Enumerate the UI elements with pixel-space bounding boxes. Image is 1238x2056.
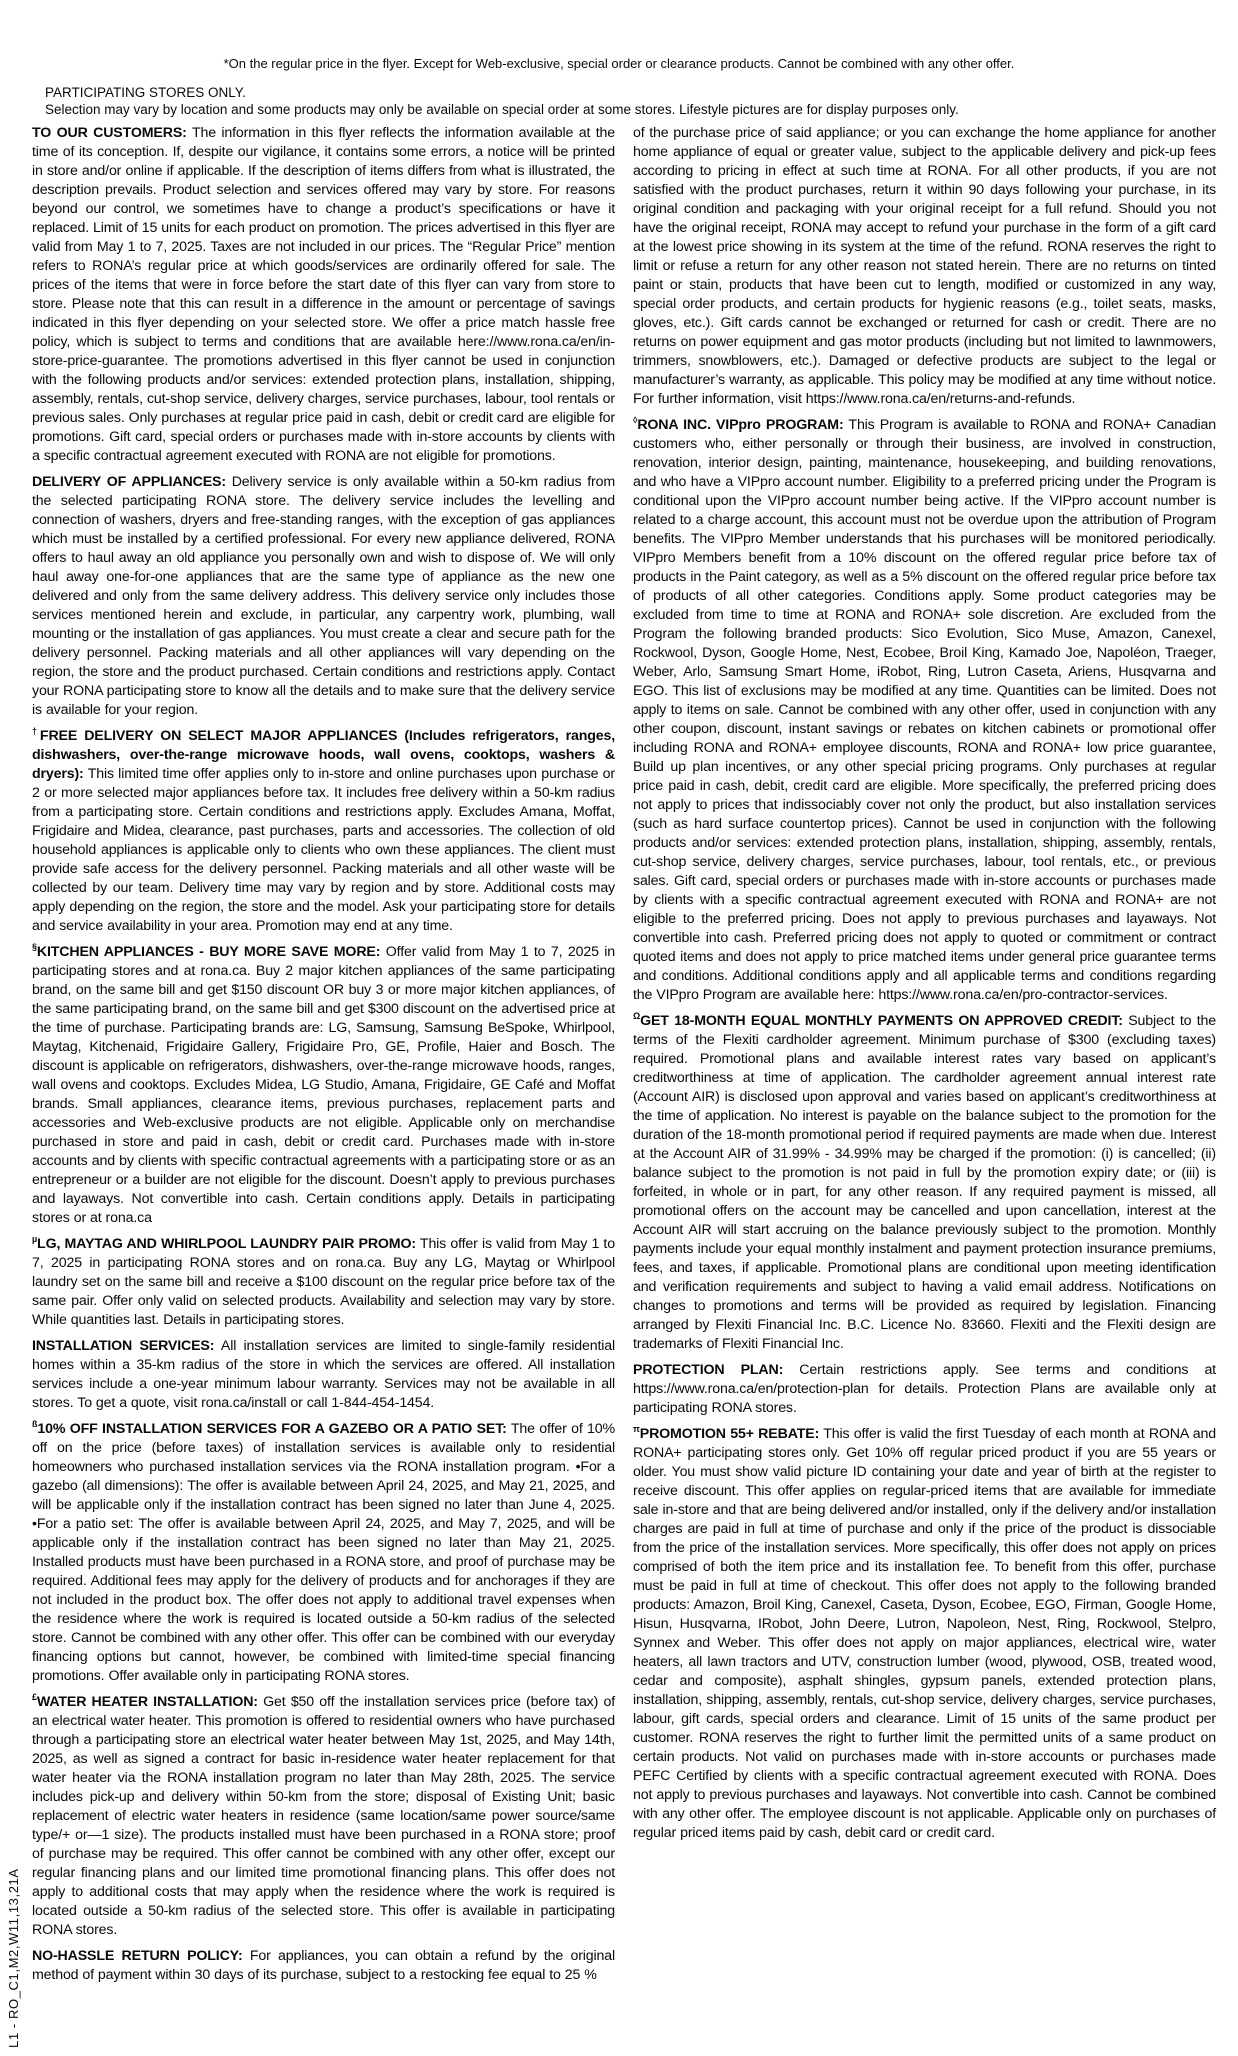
para-kitchen-appliances-buy-more (32, 943, 615, 1228)
para-return-policy-continued (633, 124, 1216, 409)
para-text: The offer of 10% off on the price (before taxes) of installation services is available only to residential homeowners who purchased installation services via the RONA installation program. •For a gazebo (all dimensions): The offer is available between April 24, 2025, and May 21, 2025, and will be applicable only if the installation contract has been signed no later than June 4, 2025. •For a patio set: The offer is available between April 24, 2025, and May 7, 2025, and will be applicable only if the installation contract has been signed no later than May 21, 2025. Installed products must have been purchased in a RONA store, and proof of purchase may be required. Additional fees may apply for the delivery of products and for anchorages if they are not included in the product box. The offer does not apply to additional travel expenses when the residence where the work is required is located outside a 50-km radius of the selected store. Cannot be combined with any other offer. This offer can be combined with our everyday financing options but cannot, however, be combined with limited-time special financing promotions. Offer available only in participating RONA stores. (32, 1421, 615, 1684)
terms-columns (0, 118, 1238, 1992)
para-lead: RONA INC. VIPpro PROGRAM: (637, 417, 844, 433)
mu-footnote-marker: µ (32, 1234, 38, 1244)
para-text: For appliances, you can obtain a refund by the original method of payment within 30 days of its purchase, subject to a restocking fee equal to 25 % (32, 1948, 616, 1983)
para-lead: KITCHEN APPLIANCES - BUY MORE SAVE MORE: (36, 944, 381, 960)
lozenge-footnote-marker: ◊ (633, 415, 638, 425)
para-protection-plan (633, 1361, 1216, 1418)
para-lead: INSTALLATION SERVICES: (32, 1338, 215, 1354)
omega-footnote-marker: Ω (633, 1011, 641, 1021)
para-lead: LG, MAYTAG AND WHIRLPOOL LAUNDRY PAIR PROMO: (37, 1236, 416, 1252)
section-footnote-marker: § (32, 942, 37, 952)
beta-footnote-marker: ß (32, 1419, 38, 1429)
para-text: This limited time offer applies only to in-store and online purchases upon purchase or 2 or more selected major appliances before tax. It includes free delivery within a 50-km radius from a participating store. Certain conditions and restrictions apply. Excludes Amana, Moffat, Frigidaire and Midea, clearance, past purchases, parts and accessories. The collection of old household appliances is applicable only to clients who own these appliances. The client must provide safe access for the delivery personnel. Packing materials and all other waste will be collected by our team. Delivery time may vary by region and by store. Additional costs may apply depending on the region, the store and the model. Ask your participating store for details and service availability in your area. Promotion may end at any time. (32, 766, 615, 934)
para-text: Offer valid from May 1 to 7, 2025 in participating stores and at rona.ca. Buy 2 major kitchen appliances of the same participating brand, on the same bill and get $150 discount OR buy 3 or more major kitchen appliances, of the same participating brand, on the same bill and get $300 discount on the advertised price at the time of purchase. Participating brands are: LG, Samsung, Samsung BeSpoke, Whirlpool, Maytag, Kitchenaid, Frigidaire Gallery, Frigidaire Pro, GE, Profile, Haier and Bosch. The discount is applicable on refrigerators, dishwashers, over-the-range microwave hoods, ranges, wall ovens and cooktops. Excludes Midea, LG Studio, Amana, Frigidaire, GE Café and Moffat brands. Small appliances, clearance items, previous purchases, replacement parts and accessories and Web-exclusive products are not eligible. Applicable only on merchandise purchased in store and paid in cash, debit or credit card. Purchases made with in-store accounts and by clients with specific contractual agreements with a participating store or as an entrepreneur or a builder are not eligible for the discount. Doesn’t apply to previous purchases and layaways. Not convertible into cash. Certain conditions apply. Details in participating stores or at rona.ca (32, 944, 615, 1226)
para-text: All installation services are limited to single-family residential homes within a 35-km radius of the store in which the services are offered. All installation services include a one-year minimum labour warranty. Services may not be available in all stores. To get a quote, visit rona.ca/install or call 1-844-454-1454. (32, 1338, 615, 1411)
para-text: Certain restrictions apply. See terms and conditions at https://www.rona.ca/en/protection-plan for details. Protection Plans are available only at participating RONA stores. (633, 1362, 1216, 1416)
para-lead: PROMOTION 55+ REBATE: (639, 1426, 820, 1442)
para-text: of the purchase price of said appliance; or you can exchange the home appliance for another home appliance of equal or greater value, subject to the applicable delivery and pick-up fees according to pricing in effect at such time at RONA. For all other products, if you are not satisfied with the product purchases, return it within 90 days following your purchase, in its original condition and packaging with your original receipt for a full refund. Should you not have the original receipt, RONA may accept to refund your purchase in the form of a gift card at the lowest price showing in its system at the time of the refund. RONA reserves the right to limit or refuse a return for any other reason not stated herein. There are no returns on tinted paint or stain, products that have been cut to length, modified or customized in any way, special order products, and certain products for hygienic reasons (e.g., toilet seats, masks, gloves, etc.). Gift cards cannot be exchanged or returned for cash or credit. There are no returns on power equipment and gas motor products (including but not limited to lawnmowers, trimmers, snowblowers, etc.). Damaged or defective products are subject to the legal or manufacturer’s warranty, as applicable. This policy may be modified at any time without notice. For further information, visit https://www.rona.ca/en/returns-and-refunds. (633, 125, 1216, 407)
para-to-our-customers (32, 124, 615, 466)
left-column (32, 124, 615, 1992)
para-no-hassle-return-policy (32, 1947, 615, 1985)
para-lead: DELIVERY OF APPLIANCES: (32, 474, 226, 490)
para-delivery-of-appliances (32, 473, 615, 720)
para-lead: PROTECTION PLAN: (633, 1362, 784, 1378)
para-text: This Program is available to RONA and RONA+ Canadian customers who, either personally or through their business, are involved in construction, renovation, interior design, painting, maintenance, housekeeping, and building renovations, and who have a VIPpro account number. Eligibility to a preferred pricing under the Program is conditional upon the VIPpro account number being active. If the VIPpro account number is related to a charge account, this account must not be overdue upon the attribution of Program benefits. The VIPpro Member understands that his purchases will be monitored periodically. VIPpro Members benefit from a 10% discount on the offered regular price before tax of products in the Paint category, as well as a 5% discount on the offered regular price before tax of products of all other categories. Conditions apply. Some product categories may be excluded from time to time at RONA and RONA+ sole discretion. Are excluded from the Program the following branded products: Sico Evolution, Sico Muse, Amazon, Canexel, Rockwool, Dyson, Google Home, Nest, Ecobee, Broil King, Kamado Joe, Napoléon, Traeger, Weber, Arlo, Samsung Smart Home, iRobot, Ring, Lutron Caseta, Ariens, Husqvarna and EGO. This list of exclusions may be modified at any time. Quantities can be limited. Does not apply to items on sale. Cannot be combined with any other offer, used in conjunction with any other coupon, discount, instant savings or rebates on kitchen cabinets or promotional offer including RONA and RONA+ employee discounts, RONA and RONA+ low price guarantee, Build up plan incentives, or any other special pricing programs. Only purchases at regular price paid in cash, debit, credit card are eligible. More specifically, the preferred pricing does not apply to prices that indissociably cover not only the product, but also installation services (such as hard surface countertop prices). Cannot be used in conjunction with the following products and/or services: extended protection plans, installation, shipping, assembly, rentals, cut-shop service, delivery charges, service purchases, labour, tool rentals, etc., or previous sales. Gift card, special orders or purchases made with in-store accounts or purchases made by clients with a specific contractual agreement executed with RONA and RONA+ are not eligible to the preferred pricing. Does not apply to previous purchases and layaways. Not convertible into cash. Preferred pricing does not apply to quoted or commitment or contract quoted items and does not apply to price matched items under general price guarantee terms and conditions. Additional conditions apply and all applicable terms and conditions regarding the VIPpro Program are available here: https://www.rona.ca/en/pro-contractor-services. (633, 417, 1216, 1003)
para-laundry-pair-promo (32, 1235, 615, 1330)
dagger-footnote-marker: † (32, 726, 40, 736)
para-text: This offer is valid the first Tuesday of each month at RONA and RONA+ participating stores only. Get 10% off regular priced product if you are 55 years or older. You must show valid picture ID containing your date and year of birth at the register to receive discount. This offer applies on regular-priced items that are available for immediate sale in-store and that are being delivered and/or installed, only if the delivery and/or installation charges are paid in full at time of purchase and only if the price of the product is dissociable from the price of the installation services. More specifically, this offer does not apply on prices comprised of both the item price and its installation fee. To benefit from this offer, purchase must be paid in full at time of checkout. This offer does not apply to the following branded products: Amazon, Broil King, Canexel, Caseta, Dyson, Ecobee, EGO, Firman, Google Home, Hisun, Husqvarna, IRobot, John Deere, Lutron, Napoleon, Nest, Ring, Rockwool, Stelpro, Synnex and Weber. This offer does not apply on major appliances, electrical wire, water heaters, all lawn tractors and UTV, construction lumber (wood, plywood, OSB, treated wood, cedar and composite), asphalt shingles, gypsum panels, extended protection plans, installation, shipping, assembly, rentals, cut-shop service, delivery charges, service purchases, labour, gift cards, special orders and clearance. Limit of 15 units of the same product per customer. RONA reserves the right to further limit the permitted units of a same product on certain products. Not valid on purchases made with in-store accounts or purchases made PEFC Certified by clients with a specific contractual agreement executed with RONA. Does not apply to previous purchases and layaways. Not convertible into cash. Cannot be combined with any other offer. The employee discount is not applicable. Applicable only on purchases of regular priced items paid by cash, debit card or credit card. (633, 1426, 1216, 1841)
para-lead: TO OUR CUSTOMERS: (32, 125, 187, 141)
para-text: Delivery service is only available within a 50-km radius from the selected participating RONA store. The delivery service includes the levelling and connection of washers, dryers and free-standing ranges, with the exception of gas appliances which must be installed by a certified professional. For every new appliance delivered, RONA offers to haul away an old appliance you personally own and wish to dispose of. We will only haul away one-for-one appliances that are the same type of appliance as the new one delivered and only from the same delivery address. This delivery service only includes those services mentioned herein and exclude, in particular, any carpentry work, plumbing, wall mounting or the installation of gas appliances. You must create a clear and secure path for the delivery personnel. Packing materials and all other appliances will vary depending on the region, the store and the product purchased. Certain conditions and restrictions apply. Contact your RONA participating store to know all the details and to make sure that the delivery service is available for your region. (32, 474, 615, 718)
regular-price-footnote: *On the regular price in the flyer. Except for Web-exclusive, special order or clearance products. Cannot be combined with any other offer. (223, 56, 1015, 71)
print-code-vertical: L1 - RO_C1,M2,W11,13,21A (6, 1868, 21, 2048)
pound-footnote-marker: £ (32, 1692, 37, 1702)
para-lead: 10% OFF INSTALLATION SERVICES FOR A GAZEBO OR A PATIO SET: (37, 1421, 507, 1437)
para-text: Subject to the terms of the Flexiti cardholder agreement. Minimum purchase of $300 (excluding taxes) required. Promotional plans and available interest rates vary based on applicant’s creditworthiness at time of application. The cardholder agreement annual interest rate (Account AIR) is disclosed upon approval and varies based on applicant’s creditworthiness at the time of application. No interest is payable on the balance subject to the promotion for the duration of the 18-month promotional period if required payments are made when due. Interest at the Account AIR of 31.99% - 34.99% may be charged if the promotion: (i) is cancelled; (ii) balance subject to the promotion is not paid in full by the promotion expiry date; or (iii) is forfeited, in whole or in part, for any other reason. If any required payment is missed, all promotional offers on the account may be cancelled and upon cancellation, interest at the Account AIR will start accruing on the balance previously subject to the promotion. Monthly payments include your equal monthly instalment and payment protection insurance premiums, fees, and taxes, if applicable. Promotional plans are conditional upon meeting identification and verification requirements and subject to having a valid email address. Notifications on changes to promotions and terms will be provided as required by legislation. Financing arranged by Flexiti Financial Inc. B.C. Licence No. 83660. Flexiti and the Flexiti design are trademarks of Flexiti Financial Inc. (633, 1013, 1216, 1352)
para-lead: FREE DELIVERY ON SELECT MAJOR APPLIANCES (Includes refrigerators, ranges, dishwashers, over-the-range microwave hoods, wall ovens, cooktops, washers & dryers): (32, 728, 615, 782)
participating-stores-line: PARTICIPATING STORES ONLY. (45, 85, 246, 100)
para-lead: WATER HEATER INSTALLATION: (36, 1694, 258, 1710)
selection-note-line: Selection may vary by location and some products may only be available on special order at some stores. Lifestyle pictures are for display purposes only. (45, 102, 959, 117)
right-column (633, 124, 1216, 1992)
para-promotion-55-rebate (633, 1425, 1216, 1843)
para-installation-services (32, 1337, 615, 1413)
para-text: Get $50 off the installation services price (before tax) of an electrical water heater. This promotion is offered to residential owners who have purchased through a participating store an electrical water heater between May 1st, 2025, and May 14th, 2025, as well as signed a contract for basic in-residence water heater replacement for that water heater via the RONA installation program no later than May 28th, 2025. The service includes pick-up and delivery within 50-km from the store; disposal of Existing Unit; basic replacement of electric water heaters in residence (same location/same power source/same type/+ or—1 size). The products installed must have been purchased in a RONA store; proof of purchase may be required. This offer cannot be combined with any other offer, except our regular financing plans and our limited time promotional financing plans. This offer does not apply to additional costs that may apply when the residence where the work is required is located outside a 50-km radius of the selected store. This offer is available in participating RONA stores. (32, 1694, 615, 1938)
para-text: This offer is valid from May 1 to 7, 2025 in participating RONA stores and on rona.ca. Buy any LG, Maytag or Whirlpool laundry set on the same bill and receive a $100 discount on the regular price before tax of the same pair. Offer only valid on selected products. Availability and selection may vary by store. While quantities last. Details in participating stores. (32, 1236, 615, 1328)
pi-footnote-marker: π (633, 1424, 640, 1434)
para-vippro-program (633, 416, 1216, 1005)
para-free-delivery-select-appliances (32, 727, 615, 936)
para-18-month-equal-payments (633, 1012, 1216, 1354)
para-lead: GET 18-MONTH EQUAL MONTHLY PAYMENTS ON APPROVED CREDIT: (640, 1013, 1123, 1029)
para-lead: NO-HASSLE RETURN POLICY: (32, 1948, 243, 1964)
para-text: The information in this flyer reflects the information available at the time of its conception. If, despite our vigilance, it contains some errors, a notice will be printed in store and/or online if applicable. If the description of items differs from what is illustrated, the description prevails. Product selection and services offered may vary by store. For reasons beyond our control, we sometimes have to change a product’s specifications or have it replaced. Limit of 15 units for each product on promotion. The prices advertised in this flyer are valid from May 1 to 7, 2025. Taxes are not included in our prices. The “Regular Price” mention refers to RONA’s regular price at which goods/services are ordinarily offered for sale. The prices of the items that were in force before the start date of this flyer can vary from store to store. Please note that this can result in a difference in the amount or percentage of savings indicated in this flyer depending on your selected store. We offer a price match hassle free policy, which is subject to terms and conditions that are available here://www.rona.ca/en/in-store-price-guarantee. The promotions advertised in this flyer cannot be used in conjunction with the following products and/or services: extended protection plans, installation, shipping, assembly, rentals, cut-shop service, delivery charges, service purchases, labour, tool rentals or previous sales. Only purchases at regular price paid in cash, debit or credit card are eligible for promotions. Gift card, special orders or purchases made with in-store accounts by clients with a specific contractual agreement executed with RONA are not eligible for promotions. (32, 125, 615, 464)
para-10off-gazebo-patio-install (32, 1420, 615, 1686)
para-water-heater-installation (32, 1693, 615, 1940)
